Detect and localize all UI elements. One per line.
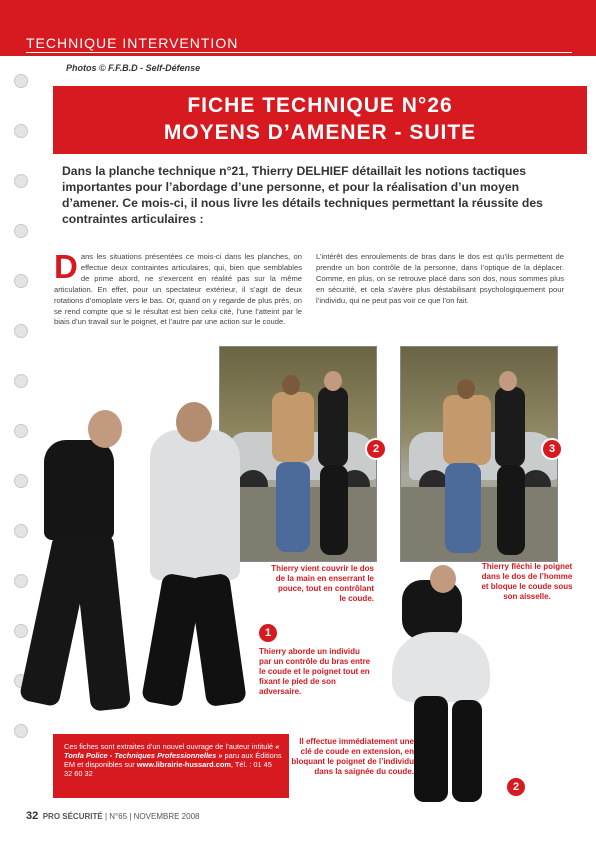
title-line-2: MOYENS D’AMENER - SUITE [163,121,477,144]
page-footer: 32 PRO SÉCURITÉ | N°65 | NOVEMBRE 2008 [26,810,200,822]
step-badge-2: 2 [367,440,385,458]
ring-icon [14,224,28,238]
figure-thierry [495,387,525,467]
figure-thierry [402,580,462,640]
title-line-1: FICHE TECHNIQUE N°26 [187,94,453,117]
head-shape [457,379,475,399]
head-shape [430,565,456,593]
info-line-2: paru aux Éditions EM et disponibles sur [64,751,282,769]
ring-icon [14,524,28,538]
section-title: TECHNIQUE INTERVENTION [26,35,239,51]
info-text [64,742,282,778]
ring-icon [14,474,28,488]
head-shape [499,371,517,391]
ring-icon [14,124,28,138]
website-link[interactable]: www.librairie-hussard.com [136,760,231,769]
header-bar [0,0,596,56]
figure-man [392,632,490,702]
info-box [53,734,289,798]
issue-number: N°65 [109,812,128,821]
ring-icon [14,324,28,338]
ring-icon [14,374,28,388]
figure-man [272,392,314,462]
drop-cap: D [54,248,78,285]
head-shape [282,375,300,395]
caption-step-4: Il effectue immédiatement une clé de coude en extension, en bloquant le poignet de l’individu dans la saignée du coude. [291,737,414,776]
phone-text: , Tél. : 01 45 32 60 32 [64,760,272,778]
photo-step-2 [219,346,377,562]
ring-icon [14,724,28,738]
issue-date: NOVEMBRE 2008 [133,812,200,821]
photo-step-3 [400,346,558,562]
header-rule [26,52,572,53]
info-line-1: Ces fiches sont extraites d’un nouvel ouvrage de l’auteur intitulé [64,742,274,751]
ring-icon [14,624,28,638]
body-text-1: ans les situations présentées ce mois-ci dans les planches, on effectue deux contraintes articulaires, qui, bien que semblables de prime abord, ne s’exercent en réalité pas sur la même articulation. En effet, pour un spectateur extérieur, il s’agit de deux rotations d’omoplate vers le bas. Or, quand on y regarde de plus près, on se rend compte que si le résultat est bien celui cité, l’une l’atteint par le biais d’un travail sur le poignet, et l’autre par une action sur le coude. [54,252,302,327]
caption-step-1: Thierry aborde un individu par un contrôle du bras entre le coude et le poignet tout en fixant le pied de son adversaire. [259,647,371,696]
head-shape [88,410,122,448]
ring-icon [14,274,28,288]
step-badge-4: 2 [507,778,525,796]
step-badge-1: 1 [259,624,277,642]
figure-legs [320,465,348,555]
body-column-2: L’intérêt des enroulements de bras dans le dos est qu’ils permettent de prendre un bon contrôle de la personne, dans l’optique de la déplacer. Comme, en plus, on se retrouve placé dans son dos, nous sommes plus en sécurité, et cela s’avère plus déstabilisant psychologiquement pour l’individu, qui ne peut pas voir ce que l’on fait. [316,252,564,305]
magazine-name: PRO SÉCURITÉ [42,812,103,821]
figure-legs [414,696,448,802]
figure-legs [445,463,481,553]
step-badge-3: 3 [543,440,561,458]
head-shape [176,402,212,442]
ring-icon [14,424,28,438]
figure-thierry [44,440,114,540]
figure-legs [189,573,247,707]
head-shape [324,371,342,391]
ring-icon [14,74,28,88]
caption-step-2: Thierry vient couvrir le dos de la main en enserrant le pouce, tout en contrôlant le coude. [271,564,374,603]
figure-legs [73,533,131,711]
photo-credit: Photos © F.F.B.D - Self-Défense [66,63,201,73]
caption-step-3: Thierry fléchi le poignet dans le dos de l’homme et bloque le coude sous son aisselle. [481,562,573,601]
figure-legs [497,465,525,555]
page-number: 32 [26,810,39,822]
title-box [53,86,587,154]
figure-thierry [318,387,348,467]
figure-legs [452,700,482,802]
lead-paragraph: Dans la planche technique n°21, Thierry DELHIEF détaillait les notions tactiques importantes pour l’abordage d’une personne, et pour la réalisation d’un moyen d’amener. Ce mois-ci, il nous livre les détails techniques permettant la réussite des contraintes articulaires : [62,164,543,226]
body-column-1 [54,248,302,328]
book-title: « Tonfa Police - Techniques Professionnelles » [64,742,280,760]
ring-icon [14,574,28,588]
ring-icon [14,174,28,188]
figure-legs [276,462,310,552]
figure-man [443,395,491,465]
figure-man [150,430,240,580]
